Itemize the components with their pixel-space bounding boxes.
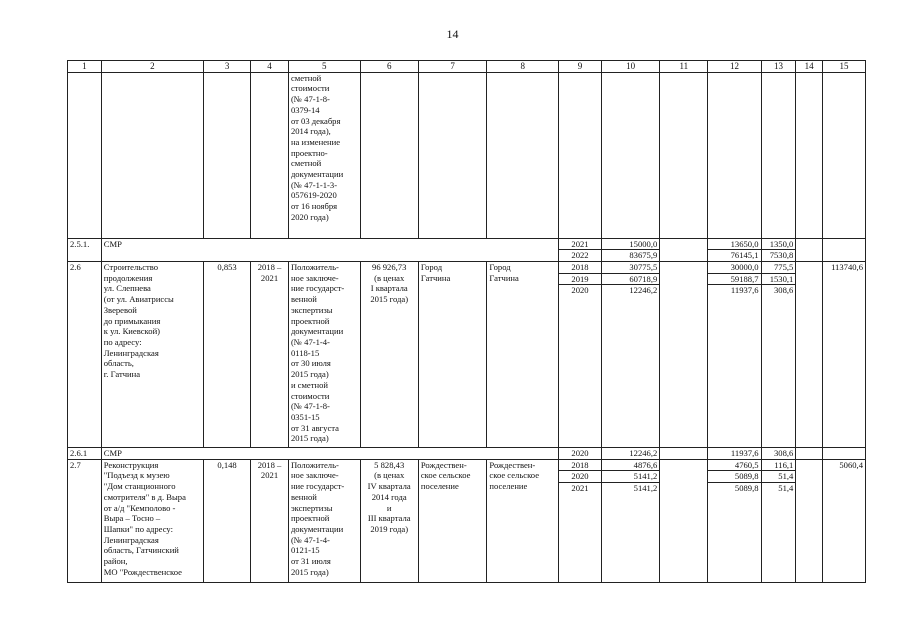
cell-name: Реконструкция "Подъезд к музею "Дом станционного смотрителя" в д. Выра от а/д "Кемполово - Выра – Тосно – Шапки" по адресу: Ленинградская область, Гатчинский район, МО "Рождественское [101, 459, 203, 582]
table-row-2-5-1 [68, 238, 866, 261]
cell-period: 2018 – 2021 [251, 459, 289, 582]
table-row-2-6 [68, 262, 866, 448]
col-header: 2 [101, 61, 203, 73]
table-row-continuation [68, 72, 866, 238]
cell-value: 13650,0 [708, 239, 760, 251]
data-table [67, 60, 866, 583]
cell-year: 2020 [559, 448, 602, 460]
cell-value: 1530,1 [762, 274, 796, 286]
col-header: 4 [251, 61, 289, 73]
cell-value: 12246,2 [629, 285, 658, 296]
cell-value: 5089,8 [708, 471, 760, 483]
col-header: 5 [288, 61, 360, 73]
cell-length: 0,853 [204, 262, 251, 448]
cell-year: 2020 [571, 285, 589, 296]
page-number: 14 [446, 27, 459, 41]
cell-value: 51,4 [762, 471, 796, 483]
cell-value: 30000,0 [708, 262, 760, 274]
cell-number: 2.5.1. [68, 238, 102, 261]
cell-value: 15000,0 [602, 239, 659, 251]
cell-year: 2020 [559, 471, 601, 483]
cell-value: 59188,7 [708, 274, 760, 286]
cell-year: 2018 [559, 460, 601, 472]
cell-municipality: Город Гатчина [487, 262, 559, 448]
cell-location: Город Гатчина [418, 262, 487, 448]
cell-value: 775,5 [762, 262, 796, 274]
cell-period: 2018 – 2021 [251, 262, 289, 448]
cell-number: 2.6 [68, 262, 102, 448]
col-header: 6 [360, 61, 418, 73]
table-row-2-7 [68, 459, 866, 582]
cell-value: 5089,8 [734, 483, 759, 494]
col-header: 12 [708, 61, 761, 73]
cell-value: 51,4 [778, 483, 794, 494]
cell-value: 76145,1 [730, 250, 759, 261]
cell-cost: 5 828,43 (в ценах IV квартала 2014 года и III квартала 2019 года) [360, 459, 418, 582]
cell-value: 1350,0 [762, 239, 796, 251]
cell-value: 83675,9 [629, 250, 658, 261]
cell-location: Рождествен- ское сельское поселение [418, 459, 487, 582]
col-header: 9 [559, 61, 602, 73]
col-header: 3 [204, 61, 251, 73]
cell-value: 5141,2 [633, 483, 658, 494]
cell-conclusion: сметной стоимости (№ 47-1-8- 0379-14 от 03 декабря 2014 года), на изменение проектно- сметной документации (№ 47-1-1-3- 057619-2020 от 16 ноября 2020 года) [288, 72, 360, 238]
col-header: 8 [487, 61, 559, 73]
cell-value: 116,1 [762, 460, 796, 472]
cell-year: 2019 [559, 274, 601, 286]
cell-year: 2022 [571, 250, 589, 261]
cell-total: 113740,6 [822, 262, 865, 448]
cell-value: 60718,9 [602, 274, 659, 286]
cell-value: 7530,8 [769, 250, 794, 261]
col-header: 15 [822, 61, 865, 73]
cell-municipality: Рождествен- ское сельское поселение [487, 459, 559, 582]
header-row [68, 61, 866, 73]
cell-value: 308,6 [773, 285, 794, 296]
col-header: 13 [761, 61, 796, 73]
cell-total: 5060,4 [822, 459, 865, 582]
cell-value: 5141,2 [602, 471, 659, 483]
cell-number: 2.6.1 [68, 448, 102, 460]
col-header: 10 [601, 61, 659, 73]
col-header: 11 [660, 61, 708, 73]
cell-name: СМР [101, 448, 558, 460]
cell-value: 12246,2 [601, 448, 659, 460]
cell-year: 2021 [559, 239, 601, 251]
cell-length: 0,148 [204, 459, 251, 582]
cell-name: Строительство продолжения ул. Слепнева (от ул. Авиатриссы Зверевой до примыкания к ул. Киевской) по адресу: Ленинградская область, г. Гатчина [101, 262, 203, 448]
cell-value: 4876,6 [602, 460, 659, 472]
cell-cost: 96 926,73 (в ценах I квартала 2015 года) [360, 262, 418, 448]
cell-number: 2.7 [68, 459, 102, 582]
cell-value: 11937,6 [708, 448, 761, 460]
col-header: 14 [796, 61, 823, 73]
cell-conclusion: Положитель- ное заключе- ние государст- венной экспертизы проектной документации (№ 47-1-4- 0121-15 от 31 июля 2015 года) [288, 459, 360, 582]
col-header: 7 [418, 61, 487, 73]
cell-value: 11937,6 [730, 285, 759, 296]
col-header: 1 [68, 61, 102, 73]
table-row-2-6-1 [68, 448, 866, 460]
cell-year: 2018 [559, 262, 601, 274]
cell-conclusion: Положитель- ное заключе- ние государст- венной экспертизы проектной документации (№ 47-1-4- 0118-15 от 30 июля 2015 года) и сметной стоимости (№ 47-1-8- 0351-15 от 31 августа 2015 года) [288, 262, 360, 448]
cell-value: 30775,5 [602, 262, 659, 274]
cell-name: СМР [101, 238, 558, 261]
cell-value: 4760,5 [708, 460, 760, 472]
cell-year: 2021 [571, 483, 589, 494]
cell-value: 308,6 [761, 448, 796, 460]
